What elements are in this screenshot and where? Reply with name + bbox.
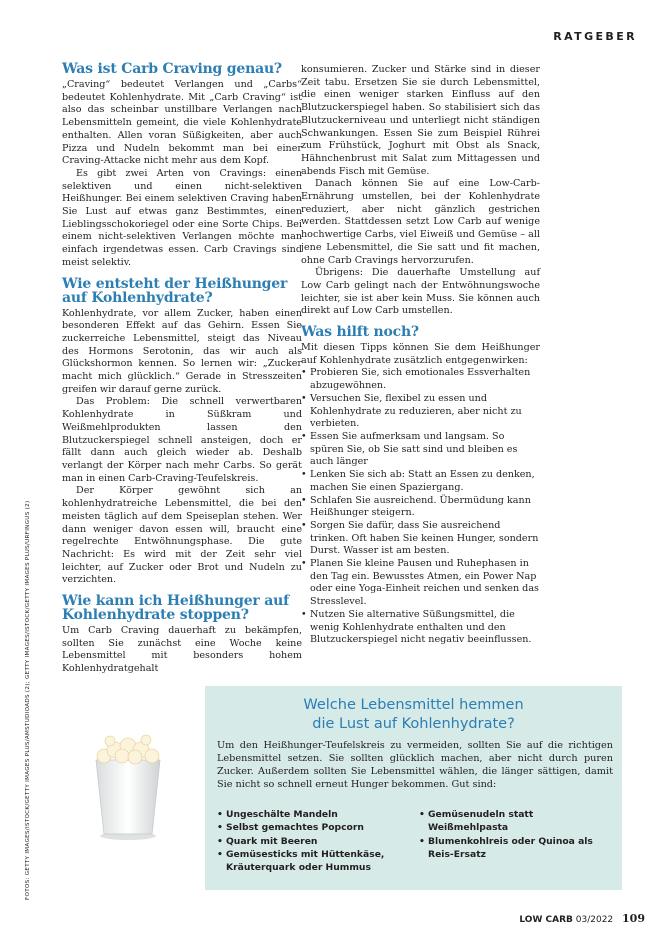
paragraph: „Craving“ bedeutet Verlangen und „Carbs“ bedeutet Kohlenhydrate. Mit „Carb Craving“ ist also das scheinbar unstillbare Verlangen nach Lebensmitteln gemeint, die viele Kohlenhydrate enthalten. Allen voran Süßigkeiten, aber auch Pizza und Nudeln bekommt man bei einer Craving-Attacke nicht mehr aus dem Kopf. xyxy=(62,79,302,167)
tips-list xyxy=(301,367,540,646)
list-item: • Schlafen Sie ausreichend. Übermüdung kann Heißhunger steigern. xyxy=(301,495,540,520)
paragraph: Um Carb Craving dauerhaft zu bekämpfen, sollten Sie zunächst eine Woche keine Lebensmittel mit besonders hohem Kohlenhydratgehalt xyxy=(62,625,302,675)
paragraph: Übrigens: Die dauerhafte Umstellung auf Low Carb gelingt nach der Entwöhnungswoche leichter, sie ist aber kein Muss. Sie können auch direkt auf Low Carb umstellen. xyxy=(301,267,540,317)
page-footer xyxy=(519,912,645,925)
paragraph: Mit diesen Tipps können Sie dem Heißhunger auf Kohlenhydrate zusätzlich entgegenwirken: xyxy=(301,342,540,366)
section-kicker: RATGEBER xyxy=(553,30,637,43)
food-list-left xyxy=(217,808,417,874)
list-item: • Lenken Sie sich ab: Statt an Essen zu denken, machen Sie einen Spaziergang. xyxy=(301,469,540,494)
food-list-right xyxy=(419,808,609,861)
popcorn-cup-icon xyxy=(88,722,168,842)
list-item: • Gemüsenudeln statt Weißmehlpasta xyxy=(419,808,609,835)
list-item: • Planen Sie kleine Pausen und Ruhephasen in den Tag ein. Bewusstes Atmen, ein Power Nap oder eine Yoga-Einheit reichen und senken das Stresslevel. xyxy=(301,558,540,609)
heading-was-hilft-noch: Was hilft noch? xyxy=(301,324,419,341)
paragraph: Der Körper gewöhnt sich an kohlenhydratreiche Lebensmittel, die bei den meisten täglich auf dem Speiseplan stehen. Wer dann weniger davon essen will, braucht eine regelrechte Entwöhnungsphase. Die gute Nachricht: Es wird mit der Zeit sehr viel leichter, auf Zucker oder Brot und Nudeln zu verzichten. xyxy=(62,485,302,586)
magazine-name: LOW CARB xyxy=(519,915,573,925)
list-item: • Nutzen Sie alternative Süßungsmittel, die wenig Kohlenhydrate enthalten und den Blutzuckerspiegel nicht negativ beeinflussen. xyxy=(301,609,540,647)
list-item: • Probieren Sie, sich emotionales Essverhalten abzugewöhnen. xyxy=(301,367,540,392)
info-box-text: Um den Heißhunger-Teufelskreis zu vermeiden, sollten Sie auf die richtigen Lebensmittel setzen. Sie sollten glücklich machen, aber nicht durch puren Zucker. Außerdem sollten Sie Lebensmittel wählen, die länger sättigen, damit Sie nicht so schnell erneut Hunger bekommen. Gut sind: xyxy=(217,740,613,790)
info-box-title: Welche Lebensmittel hemmen die Lust auf Kohlenhydrate? xyxy=(303,697,524,732)
paragraph: Das Problem: Die schnell verwertbaren Kohlenhydrate in Süßkram und Weißmehlprodukten lassen den Blutzuckerspiegel schnell ansteigen, doch er fällt dann auch gleich wieder ab. Deshalb verlangt der Körper nach mehr Carbs. So gerät man in einen Carb-Craving-Teufelskreis. xyxy=(62,396,302,484)
column-left xyxy=(62,62,302,676)
page-number: 109 xyxy=(622,912,645,925)
paragraph: Danach können Sie auf eine Low-Carb-Ernährung umstellen, bei der Kohlenhydrate reduziert, aber nicht gänzlich gestrichen werden. Stattdessen setzt Low Carb auf wenige hochwertige Carbs, viel Eiweiß und Gemüse – all jene Lebensmittel, die Sie satt und fit machen, ohne Carb Cravings hervorzurufen. xyxy=(301,178,540,266)
paragraph: Kohlenhydrate, vor allem Zucker, haben einen besonderen Effekt auf das Gehirn. Essen Sie zuckerreiche Lebensmittel, steigt das Niveau des Hormons Serotonin, das wir auch als Glückshormon kennen. So lernen wir: „Zucker macht mich glücklich.“ Gerade in Stresszeiten greifen wir darauf gerne zurück. xyxy=(62,307,302,395)
list-item: • Versuchen Sie, flexibel zu essen und Kohlenhydrate zu reduzieren, aber nicht zu verbieten. xyxy=(301,393,540,431)
heading-carb-craving: Was ist Carb Craving genau? xyxy=(62,61,282,77)
heading-heisshunger-stoppen: Wie kann ich Heißhunger auf Kohlenhydrate stoppen? xyxy=(62,593,289,624)
header-bar xyxy=(0,0,671,52)
heading-heisshunger-entstehung: Wie entsteht der Heißhunger auf Kohlenhydrate? xyxy=(62,275,288,306)
issue-number: 03/2022 xyxy=(575,915,614,925)
list-item: • Blumenkohlreis oder Quinoa als Reis-Ersatz xyxy=(419,835,609,862)
list-item: • Selbst gemachtes Popcorn xyxy=(217,821,417,834)
list-item: • Quark mit Beeren xyxy=(217,835,417,848)
list-item: • Ungeschälte Mandeln xyxy=(217,808,417,821)
paragraph: konsumieren. Zucker und Stärke sind in dieser Zeit tabu. Ersetzen Sie sie durch Lebensmittel, die einen weniger starken Einfluss auf den Blutzuckerspiegel haben. So stabilisiert sich das Blutzuckerniveau und unterliegt nicht ständigen Schwankungen. Essen Sie zum Beispiel Rührei zum Frühstück, Joghurt mit Obst als Snack, Hähnchenbrust mit Salat zum Mittagessen und abends Fisch mit Gemüse. xyxy=(301,64,540,177)
list-item: • Sorgen Sie dafür, dass Sie ausreichend trinken. Oft haben Sie keinen Hunger, sondern Durst. Wasser ist am besten. xyxy=(301,520,540,558)
paragraph: Es gibt zwei Arten von Cravings: einen selektiven und einen nicht-selektiven Heißhunger. Bei einem selektiven Craving haben Sie Lust auf etwas ganz Bestimmtes, einen Lieblingsschokoriegel oder eine Sorte Chips. Bei einem nicht-selektiven Verlangen möchte man einfach irgendetwas essen. Carb Cravings sind meist selektiv. xyxy=(62,167,302,268)
list-item: • Essen Sie aufmerksam und langsam. So spüren Sie, ob Sie satt sind und bleiben es auch länger xyxy=(301,431,540,469)
photo-credit: FOTOS: GETTY IMAGES/ISTOCK/GETTY IMAGES PLUS/AMSTUDIOADS (2); GETTY IMAGES/ISTOCK/GETTY IMAGES PLUS/URFINGUS (2) xyxy=(25,500,31,900)
column-right xyxy=(301,64,540,647)
list-item: • Gemüsesticks mit Hüttenkäse, Kräuterquark oder Hummus xyxy=(217,848,417,875)
